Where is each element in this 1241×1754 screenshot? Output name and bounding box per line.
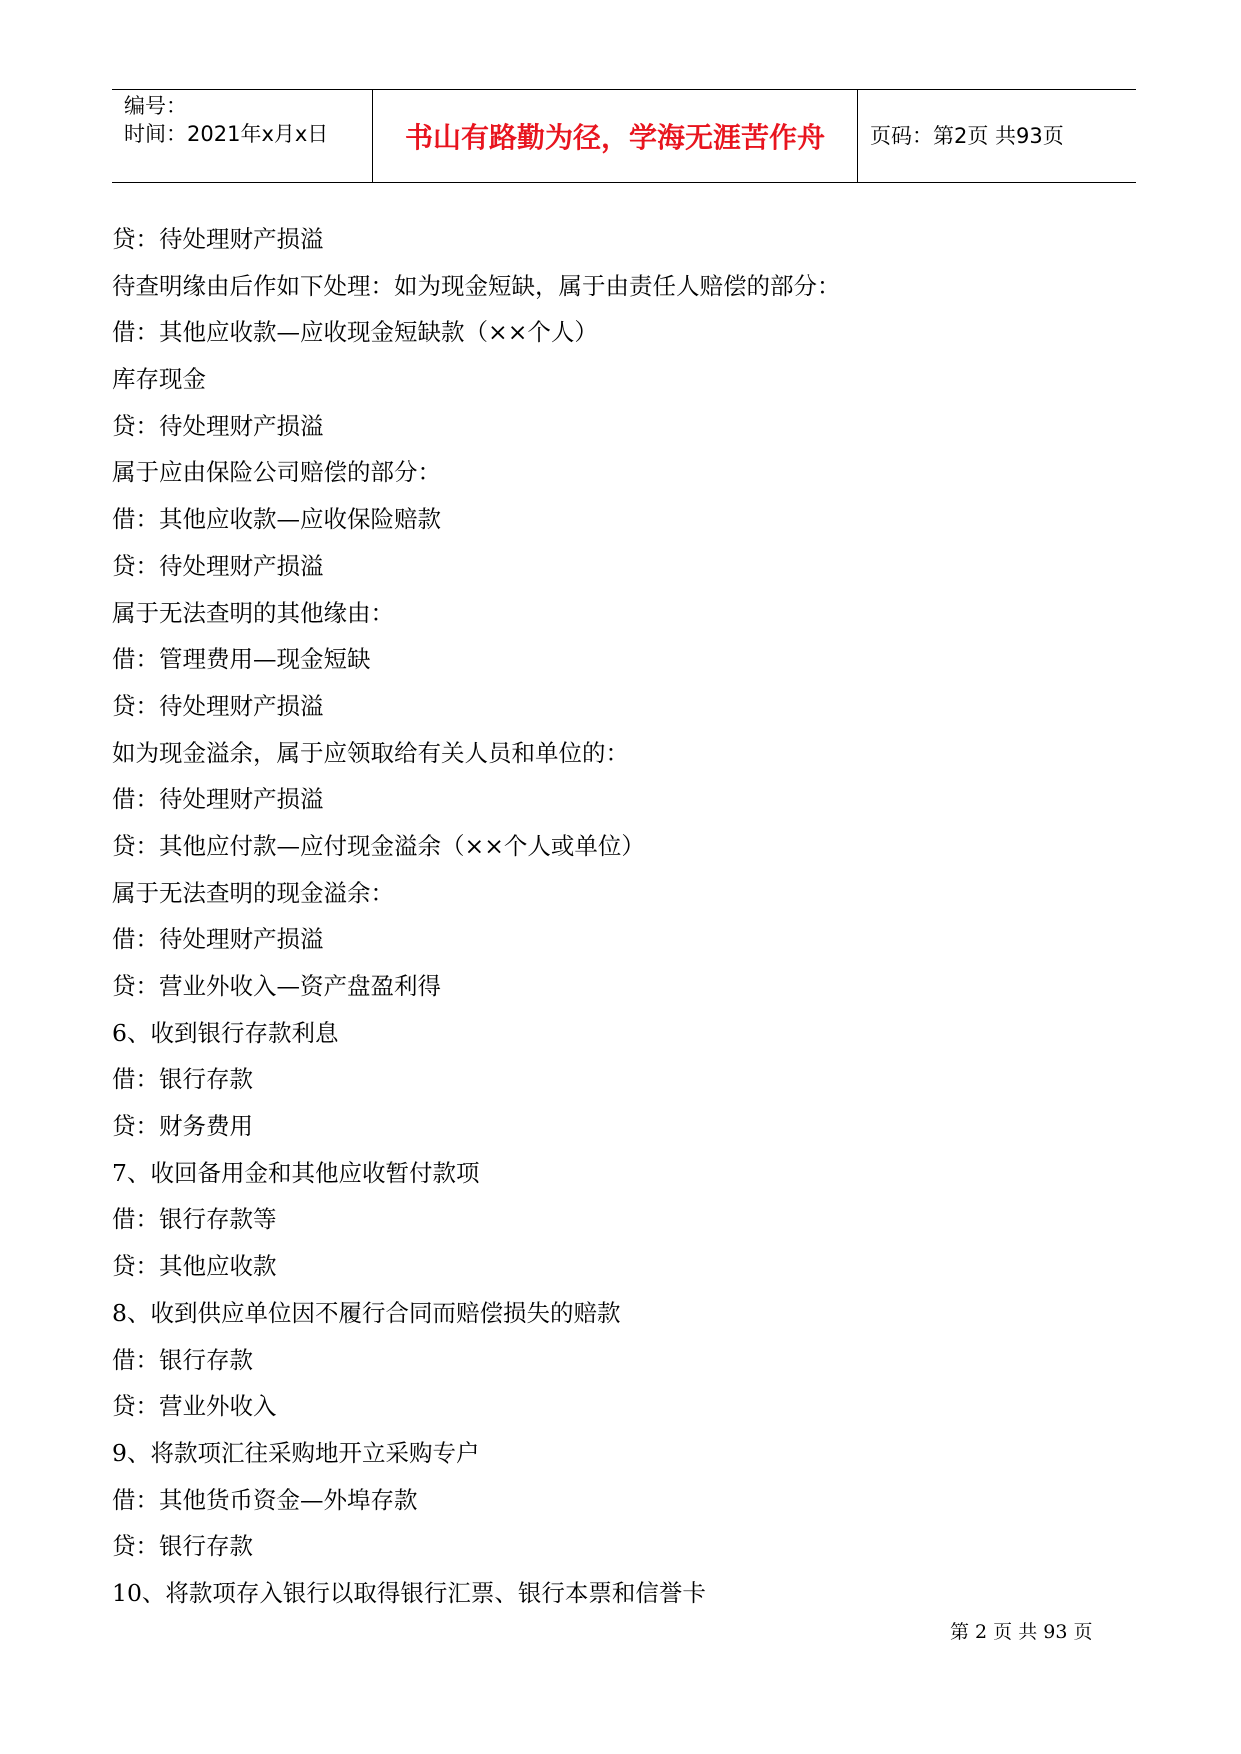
body-line: 借：管理费用—现金短缺 <box>112 645 371 674</box>
body-line: 借：待处理财产损溢 <box>112 925 324 954</box>
body-line: 借：银行存款 <box>112 1065 253 1094</box>
body-line: 贷：待处理财产损溢 <box>112 411 324 440</box>
body-line: 贷：营业外收入 <box>112 1392 277 1421</box>
body-line: 8、收到供应单位因不履行合同而赔偿损失的赔款 <box>112 1298 621 1327</box>
header-motto: 书山有路勤为径，学海无涯苦作舟 <box>404 121 825 154</box>
document-body <box>112 222 1112 1623</box>
body-line: 借：银行存款等 <box>112 1205 277 1234</box>
body-line: 10、将款项存入银行以取得银行汇票、银行本票和信誉卡 <box>112 1578 706 1607</box>
header-motto-cell <box>372 90 858 182</box>
body-line: 7、收回备用金和其他应收暂付款项 <box>112 1158 480 1187</box>
body-line: 贷：营业外收入—资产盘盈利得 <box>112 972 441 1000</box>
header-page-cell <box>858 90 1136 182</box>
body-line: 待查明缘由后作如下处理：如为现金短缺，属于由责任人赔偿的部分： <box>112 271 841 300</box>
page-header <box>112 89 1136 183</box>
body-line: 借：其他应收款—应收保险赔款 <box>112 505 441 534</box>
body-line: 贷：待处理财产损溢 <box>112 225 324 253</box>
body-line: 贷：待处理财产损溢 <box>112 691 324 720</box>
body-line: 属于应由保险公司赔偿的部分： <box>112 458 441 487</box>
body-line: 贷：待处理财产损溢 <box>112 551 324 580</box>
body-line: 借：银行存款 <box>112 1345 253 1374</box>
header-page-number: 页码：第2页 共93页 <box>870 124 1064 148</box>
body-line: 9、将款项汇往采购地开立采购专户 <box>112 1438 480 1467</box>
header-meta-cell <box>112 90 371 182</box>
body-line: 6、收到银行存款利息 <box>112 1018 339 1047</box>
page-footer: 第 2 页 共 93 页 <box>950 1621 1093 1643</box>
body-line: 借：待处理财产损溢 <box>112 785 324 814</box>
body-line: 如为现金溢余，属于应领取给有关人员和单位的： <box>112 738 629 767</box>
body-line: 借：其他应收款—应收现金短缺款（××个人） <box>112 318 598 347</box>
body-line: 属于无法查明的现金溢余： <box>112 878 394 907</box>
body-line: 贷：其他应付款—应付现金溢余（××个人或单位） <box>112 831 645 860</box>
body-line: 贷：其他应收款 <box>112 1252 277 1281</box>
document-number-label: 编号： <box>124 94 187 118</box>
body-line: 属于无法查明的其他缘由： <box>112 598 394 627</box>
document-time-label: 时间：2021年x月x日 <box>124 122 329 146</box>
body-line: 借：其他货币资金—外埠存款 <box>112 1485 418 1514</box>
body-line: 贷：财务费用 <box>112 1112 253 1141</box>
body-line: 库存现金 <box>112 365 206 394</box>
body-line: 贷：银行存款 <box>112 1532 253 1561</box>
